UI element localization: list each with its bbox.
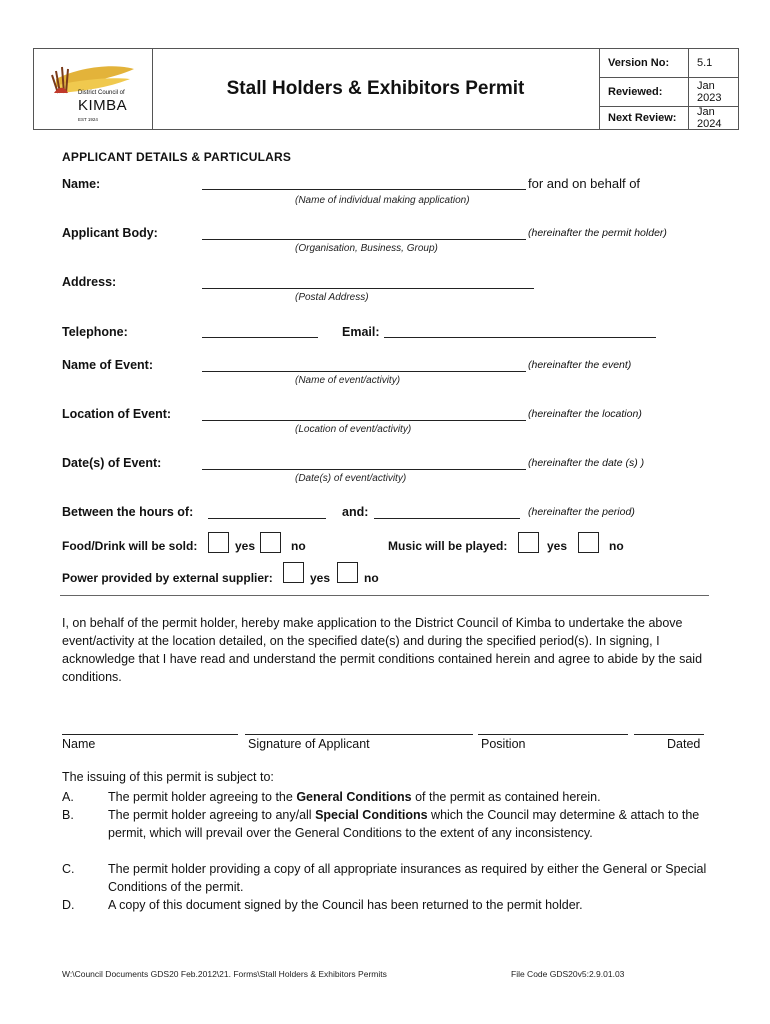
sign-name-line[interactable] (62, 734, 238, 735)
name-field[interactable] (202, 189, 526, 190)
music-no-label: no (609, 539, 624, 553)
condition-post: which the Council may determine & attach to the permit, which will prevail over the General Conditions to the extent of any inconsistency. (108, 808, 700, 840)
music-label: Music will be played: (388, 539, 508, 553)
logo-line3: EST 1924 (78, 117, 98, 122)
title-cell (152, 49, 600, 129)
hours-end-field[interactable] (374, 518, 520, 519)
condition-text (108, 806, 708, 842)
event-dates-field[interactable] (202, 469, 526, 470)
applicant-body-tail: (hereinafter the permit holder) (528, 227, 667, 239)
power-no-checkbox[interactable] (337, 562, 358, 583)
conditions-intro: The issuing of this permit is subject to: (62, 770, 274, 784)
applicant-body-label: Applicant Body: (62, 226, 158, 240)
food-no-checkbox[interactable] (260, 532, 281, 553)
meta-value: Jan 2023 (697, 80, 722, 104)
event-dates-label: Date(s) of Event: (62, 456, 162, 470)
section-title: APPLICANT DETAILS & PARTICULARS (62, 150, 292, 164)
event-dates-hint: (Date(s) of event/activity) (295, 473, 407, 484)
meta-key: Next Review: (599, 107, 689, 129)
condition-post: of the permit as contained herein. (411, 790, 601, 804)
footer-path: W:\Council Documents GDS20 Feb.2012\21. Forms\Stall Holders & Exhibitors Permits (62, 969, 387, 979)
power-yes-label: yes (310, 571, 331, 585)
version-table (599, 49, 738, 129)
condition-text: A copy of this document signed by the Council has been returned to the permit holder. (108, 898, 583, 912)
sign-signature-line[interactable] (245, 734, 473, 735)
power-no-label: no (364, 571, 379, 585)
event-name-tail: (hereinafter the event) (528, 359, 632, 371)
telephone-field[interactable] (202, 337, 318, 338)
event-location-hint: (Location of event/activity) (295, 424, 412, 435)
meta-value: Jan 2024 (697, 106, 722, 130)
address-hint: (Postal Address) (295, 292, 369, 303)
document-header (33, 48, 739, 130)
meta-key: Reviewed: (599, 78, 689, 106)
sign-position-line[interactable] (478, 734, 628, 735)
event-dates-tail: (hereinafter the date (s) ) (528, 457, 645, 469)
applicant-body-hint: (Organisation, Business, Group) (295, 243, 438, 254)
music-no-checkbox[interactable] (578, 532, 599, 553)
logo-line2: KIMBA (78, 97, 128, 114)
sign-dated-label: Dated (667, 737, 701, 751)
name-label: Name: (62, 177, 101, 191)
condition-bold: Special Conditions (315, 808, 428, 822)
condition-letter: D. (62, 898, 75, 912)
condition-letter: A. (62, 790, 74, 804)
logo-line1: District Council of (78, 90, 125, 96)
event-location-field[interactable] (202, 420, 526, 421)
condition-text (108, 788, 708, 806)
page-title: Stall Holders & Exhibitors Permit (226, 78, 525, 99)
power-label: Power provided by external supplier: (62, 571, 273, 585)
meta-row (599, 49, 738, 78)
section-divider (60, 595, 709, 596)
name-hint: (Name of individual making application) (295, 195, 470, 206)
meta-row (599, 107, 738, 129)
email-field[interactable] (384, 337, 656, 338)
music-yes-label: yes (547, 539, 568, 553)
hours-tail: (hereinafter the period) (528, 506, 635, 518)
condition-letter: C. (62, 862, 75, 876)
food-no-label: no (291, 539, 306, 553)
address-label: Address: (62, 275, 117, 289)
applicant-body-field[interactable] (202, 239, 526, 240)
sign-position-label: Position (481, 737, 526, 751)
meta-value: 5.1 (697, 57, 713, 69)
condition-pre: The permit holder agreeing to any/all (108, 808, 316, 822)
condition-letter: B. (62, 808, 74, 822)
name-tail: for and on behalf of (528, 176, 641, 191)
sign-date-line[interactable] (634, 734, 704, 735)
event-name-label: Name of Event: (62, 358, 153, 372)
event-name-hint: (Name of event/activity) (295, 375, 401, 386)
telephone-label: Telephone: (62, 325, 128, 339)
sign-name-label: Name (62, 737, 96, 751)
event-location-label: Location of Event: (62, 407, 172, 421)
declaration-text: I, on behalf of the permit holder, hereby make application to the District Council of Kimba to undertake the above event/activity at the location detailed, on the specified date(s) and during the specified period(s). In signing, I acknowledge that I have read and understand the permit conditions contained herein and agree to abide by the said conditions. (62, 616, 703, 684)
condition-text: The permit holder providing a copy of all appropriate insurances as required by either the General or Special Conditions of the permit. (108, 862, 707, 894)
meta-row (599, 78, 738, 107)
footer-file-code: File Code GDS20v5:2.9.01.03 (511, 969, 625, 979)
event-location-tail: (hereinafter the location) (528, 408, 642, 420)
email-label: Email: (342, 325, 380, 339)
music-yes-checkbox[interactable] (518, 532, 539, 553)
condition-bold: General Conditions (296, 790, 412, 804)
condition-pre: The permit holder agreeing to the (108, 790, 297, 804)
hours-and-label: and: (342, 505, 369, 519)
food-yes-label: yes (235, 539, 256, 553)
power-yes-checkbox[interactable] (283, 562, 304, 583)
sign-signature-label: Signature of Applicant (248, 737, 370, 751)
council-logo (34, 49, 153, 129)
food-label: Food/Drink will be sold: (62, 539, 198, 553)
hours-between-label: Between the hours of: (62, 505, 194, 519)
meta-key: Version No: (599, 49, 689, 77)
address-field[interactable] (202, 288, 534, 289)
event-name-field[interactable] (202, 371, 526, 372)
food-yes-checkbox[interactable] (208, 532, 229, 553)
hours-start-field[interactable] (208, 518, 326, 519)
